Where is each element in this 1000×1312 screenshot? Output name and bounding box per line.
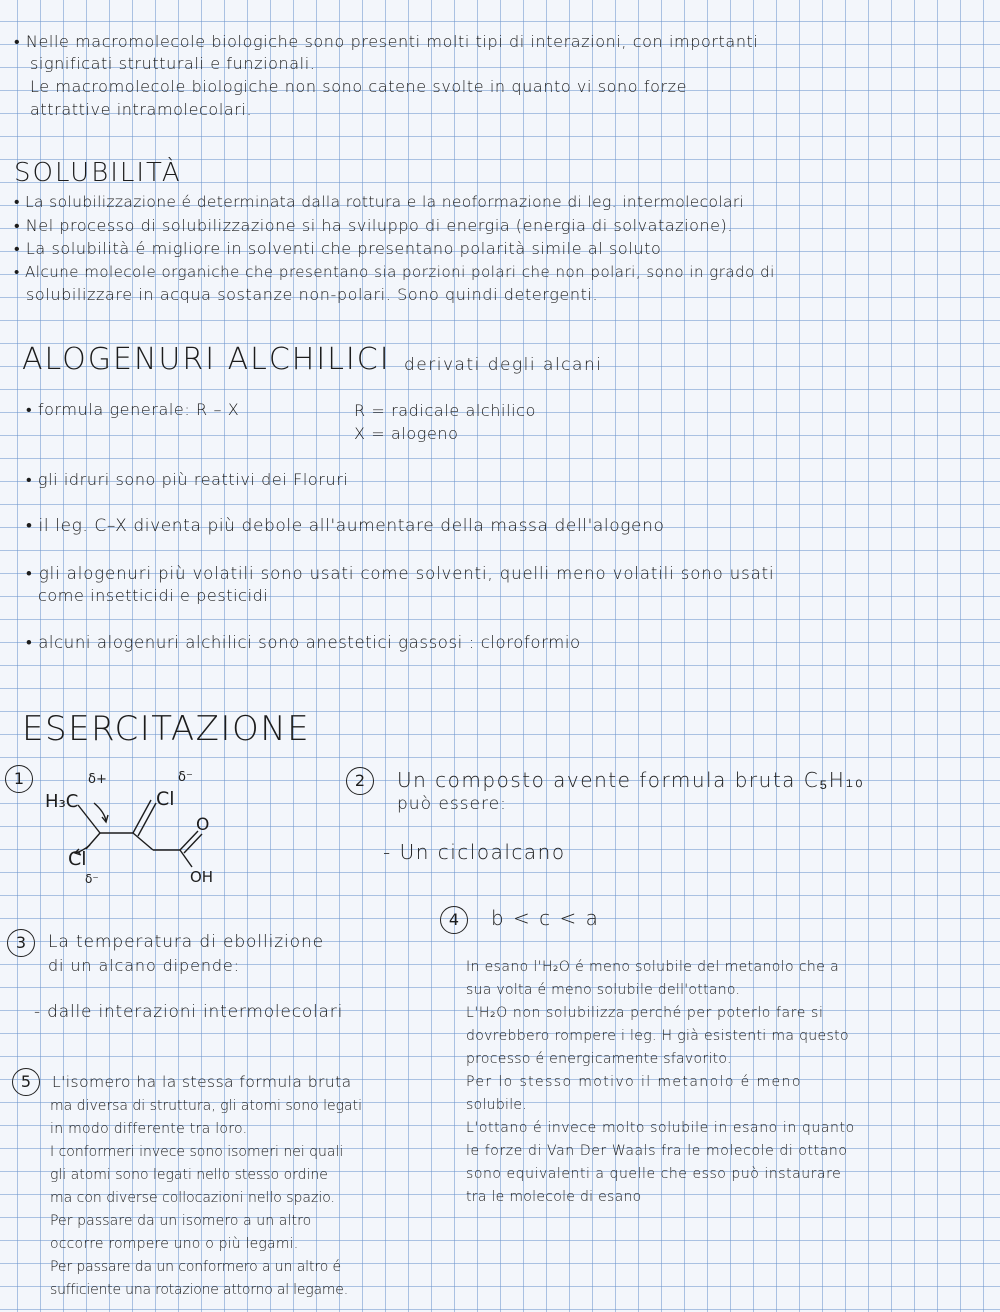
- alogenuri-bullet-volatili: • gli alogenuri più volatili sono usati come solventi, quelli meno volatili sono usati: [26, 564, 775, 583]
- esercitazione-heading: ESERCITAZIONE: [22, 709, 311, 749]
- exercise-4-explanation-line-11: tra le molecole di esano: [466, 1189, 642, 1205]
- exercise-4-explanation-line-3: L'H₂O non solubilizza perché per poterlo fare si: [466, 1005, 824, 1021]
- exercise-5-line-6: ma con diverse collocazioni nello spazio.: [50, 1190, 335, 1206]
- exercise-5-line-5: gli atomi sono legati nello stesso ordine: [50, 1167, 328, 1183]
- intro-line-3: Le macromolecole biologiche non sono catene svolte in quanto vi sono forze: [30, 77, 688, 96]
- delta-plus-label: δ+: [88, 772, 107, 787]
- exercise-5-line-2: ma diversa di struttura, gli atomi sono legati: [50, 1098, 362, 1114]
- exercise-2-question-line-1: Un composto avente formula bruta C₅H₁₀: [397, 768, 865, 792]
- h3c-label: H₃C: [45, 791, 79, 812]
- exercise-4-number: 4: [440, 906, 468, 934]
- exercise-2-question-line-2: può essere:: [397, 794, 507, 814]
- exercise-4-explanation-line-1: In esano l'H₂O é meno solubile del metanolo che a: [466, 959, 840, 975]
- alogenuri-x-definition: X = alogeno: [354, 424, 459, 443]
- alogenuri-subtitle: derivati degli alcani: [404, 355, 603, 375]
- exercise-5-line-9: Per passare da un conformero a un altro é: [50, 1259, 342, 1275]
- exercise-4-explanation-line-5: processo é energicamente sfavorito.: [466, 1051, 732, 1067]
- alogenuri-bullet-anestetici: • alcuni alogenuri alchilici sono anestetici gassosi : cloroformio: [26, 633, 581, 652]
- alogenuri-r-definition: R = radicale alchilico: [354, 401, 536, 420]
- solubilita-bullet-2: • Nel processo di solubilizzazione si ha sviluppo di energia (energia di solvatazione).: [14, 216, 733, 235]
- exercise-1-molecule: [30, 765, 240, 890]
- exercise-5-line-3: in modo differente tra loro.: [50, 1121, 248, 1137]
- solubilita-bullet-3: • La solubilità é migliore in solventi che presentano polarità simile al soluto: [14, 239, 662, 258]
- exercise-4-explanation-line-6: Per lo stesso motivo il metanolo é meno: [466, 1074, 802, 1090]
- chlorine-top-label: Cl: [156, 788, 175, 810]
- exercise-4-explanation-line-4: dovrebbero rompere i leg. H già esistenti ma questo: [466, 1028, 849, 1044]
- alogenuri-bullet-idruri: • gli idruri sono più reattivi dei Floruri: [26, 470, 349, 489]
- solubilita-heading: SOLUBILITÀ: [14, 158, 182, 188]
- solubilita-bullet-4: • Alcune molecole organiche che presentano sia porzioni polari che non polari, sono in grado di: [14, 263, 775, 281]
- intro-line-2: significati strutturali e funzionali.: [30, 54, 316, 73]
- delta-minus-top-label: δ⁻: [178, 770, 193, 785]
- exercise-3-number: 3: [7, 929, 35, 957]
- exercise-4-answer: b < c < a: [491, 906, 600, 930]
- exercise-4-explanation-line-7: solubile.: [466, 1097, 528, 1113]
- exercise-2-number: 2: [346, 767, 374, 795]
- exercise-4-explanation-line-8: L'ottano é invece molto solubile in esano in quanto: [466, 1120, 855, 1136]
- alogenuri-formula: • formula generale: R – X: [26, 400, 240, 419]
- exercise-5-line-4: I conformeri invece sono isomeri nei quali: [50, 1144, 344, 1160]
- exercise-5-number: 5: [12, 1068, 40, 1096]
- oxygen-label: O: [196, 815, 210, 835]
- alogenuri-bullet-volatili-cont: come insetticidi e pesticidi: [38, 586, 269, 605]
- exercise-3-question-line-2: di un alcano dipende:: [48, 956, 240, 975]
- exercise-4-explanation-line-9: le forze di Van Der Waals fra le molecole di ottano: [466, 1143, 848, 1159]
- solubilita-bullet-1: • La solubilizzazione é determinata dalla rottura e la neoformazione di leg. intermolecolari: [14, 193, 745, 211]
- exercise-4-explanation-line-2: sua volta é meno solubile dell'ottano.: [466, 982, 741, 998]
- hydroxyl-label: OH: [190, 868, 214, 886]
- intro-line-4: attrattive intramolecolari.: [30, 100, 253, 119]
- alogenuri-heading: ALOGENURI ALCHILICI: [22, 342, 391, 377]
- exercise-5-line-8: occorre rompere uno o più legami.: [50, 1236, 299, 1252]
- solubilita-bullet-4-cont: solubilizzare in acqua sostanze non-polari. Sono quindi detergenti.: [26, 285, 599, 304]
- exercise-5-line-10: sufficiente una rotazione attorno al legame.: [50, 1282, 348, 1298]
- alogenuri-bullet-legame: • il leg. C–X diventa più debole all'aumentare della massa dell'alogeno: [26, 516, 665, 536]
- chlorine-bottom-label: Cl: [68, 848, 87, 870]
- intro-line-1: • Nelle macromolecole biologiche sono presenti molti tipi di interazioni, con importanti: [14, 32, 759, 51]
- delta-minus-bottom-label: δ⁻: [85, 872, 99, 886]
- exercise-1-number: 1: [5, 765, 33, 793]
- exercise-3-question-line-1: La temperatura di ebollizione: [48, 932, 325, 952]
- exercise-5-line-1: L'isomero ha la stessa formula bruta: [52, 1073, 352, 1091]
- exercise-2-answer: - Un cicloalcano: [383, 840, 566, 864]
- exercise-5-line-7: Per passare da un isomero a un altro: [50, 1213, 312, 1229]
- exercise-4-explanation-line-10: sono equivalenti a quelle che esso può instaurare: [466, 1166, 842, 1182]
- exercise-3-answer: - dalle interazioni intermolecolari: [34, 1002, 344, 1022]
